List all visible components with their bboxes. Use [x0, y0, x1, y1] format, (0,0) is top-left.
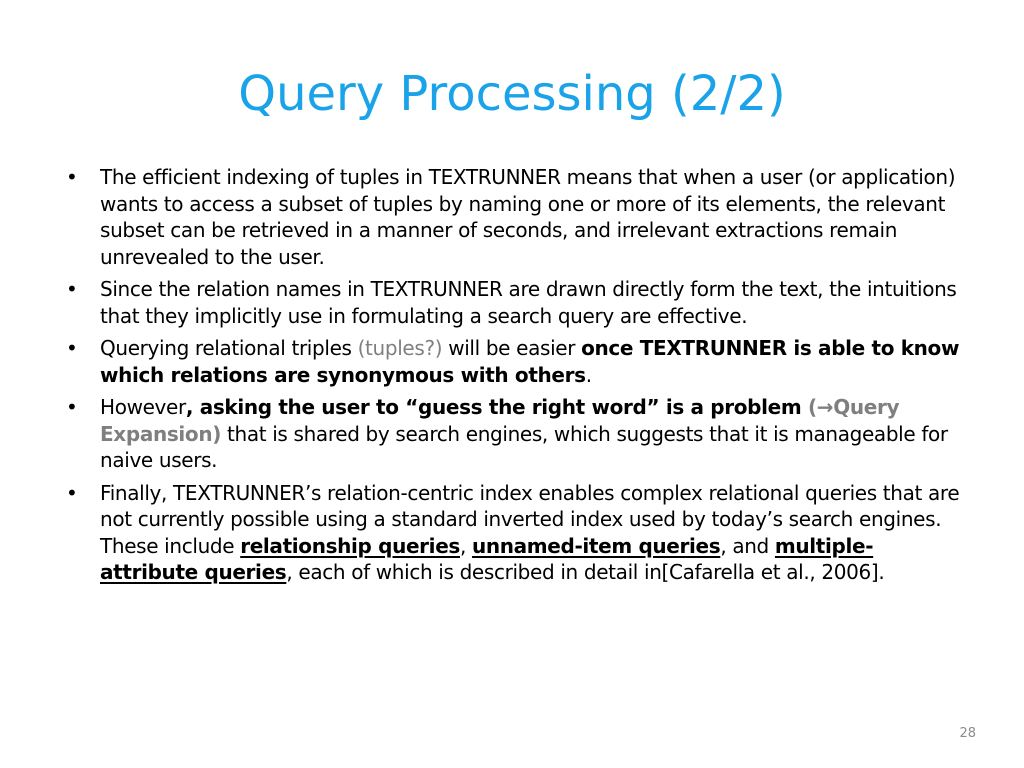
bullet-text: . — [585, 362, 592, 387]
bullet-text: Querying relational triples — [100, 336, 358, 360]
bullet-text: will be easier — [442, 336, 582, 360]
bullet-text: , each of which is described in detail in[Cafarella et al., 2006]. — [286, 560, 885, 584]
bullet-text: Finally, TEXTRUNNER’s relation-centric index enables complex relational queries that are not currently possible using a standard inverted index used by today’s search engines. These include — [100, 480, 960, 558]
bullet-text: The efficient indexing of tuples in TEXTRUNNER means that when a user (or application) wants to access a subset of tuples by naming one or more of its elements, the relevant subset can be retrieved in a manner of seconds, and irrelevant extractions remain unrevealed to the user. — [100, 165, 956, 269]
page-number: 28 — [959, 726, 976, 741]
query-expansion-label: Query Expansion) — [100, 395, 900, 446]
bullet-text: Since the relation names in TEXTRUNNER are drawn directly form the text, the intuitions that they implicitly use in formulating a search query are effective. — [100, 277, 957, 328]
bullet-icon: • — [66, 277, 78, 301]
unnamed-item-queries-link[interactable]: unnamed-item queries — [471, 533, 721, 558]
bullet-item-relation-centric-index — [66, 480, 966, 586]
tuples-note: (tuples?) — [357, 336, 443, 360]
guess-word-emphasis: , asking the user to “guess the right word” is a problem — [185, 395, 802, 419]
relationship-queries-link[interactable]: relationship queries — [240, 533, 460, 558]
bullet-item-querying-triples — [66, 335, 966, 388]
multiple-attribute-queries-link[interactable]: multiple-attribute queries — [100, 533, 874, 584]
paren-open: ( — [801, 395, 817, 419]
synonymous-relations-emphasis: once TEXTRUNNER is able to know which relations are synonymous with others — [100, 336, 960, 387]
bullet-icon: • — [66, 336, 78, 360]
bullet-icon: • — [66, 395, 78, 419]
bullet-text: However — [100, 395, 186, 419]
bullet-list — [66, 164, 966, 592]
bullet-icon: • — [66, 165, 78, 189]
bullet-item-relation-names — [66, 276, 966, 329]
separator-text: , — [459, 533, 472, 558]
bullet-item-indexing — [66, 164, 966, 270]
separator-text: , and — [720, 533, 775, 558]
bullet-icon: • — [66, 480, 78, 505]
bullet-item-guess-word — [66, 394, 966, 474]
arrow-right-icon: → — [816, 395, 834, 419]
slide-title: Query Processing (2/2) — [238, 66, 786, 122]
bullet-text: that is shared by search engines, which suggests that it is manageable for naive users. — [100, 421, 948, 472]
